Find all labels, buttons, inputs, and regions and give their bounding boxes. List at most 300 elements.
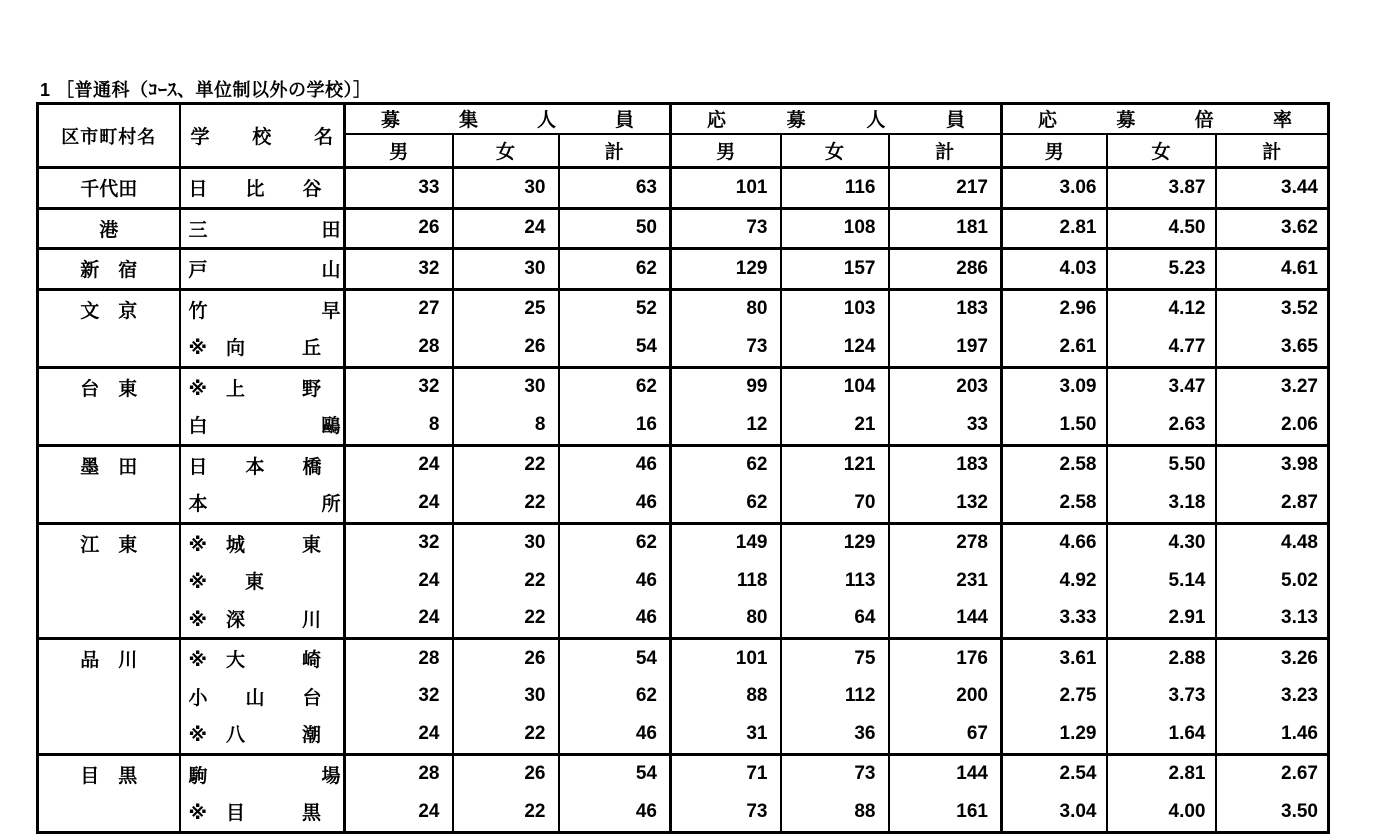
ratio-total-value: 3.50: [1281, 800, 1318, 822]
ratio-female-cell: [1107, 445, 1216, 523]
ratio-female-value: 5.14: [1168, 569, 1206, 591]
applicants-female-value: 116: [844, 176, 876, 198]
recruit-female-cell: [453, 754, 559, 832]
applicants-male-value: 88: [746, 685, 768, 707]
ratio-male-value: 4.03: [1059, 257, 1097, 279]
applicants-male-cell: [671, 445, 781, 523]
applicants-female-value: 157: [843, 257, 876, 279]
recruit-male-value: 8: [428, 413, 440, 435]
applicants-male-value: 73: [746, 335, 768, 357]
school-name: 本 所: [188, 494, 341, 516]
ratio-total-header: 計: [1216, 134, 1329, 168]
ward-name-cell: [38, 208, 180, 249]
recruit-total-value: 52: [635, 298, 657, 320]
applicants-total-cell: [889, 523, 1002, 639]
ratio-total-value: 3.65: [1281, 335, 1318, 357]
ward-name: 港: [99, 219, 119, 241]
recruit-male-value: 24: [418, 800, 440, 822]
recruit-total-value: 54: [635, 647, 657, 669]
applicants-total-value: 67: [966, 722, 988, 744]
ward-group-row: [38, 168, 1329, 209]
applicants-total-value: 176: [956, 647, 988, 669]
recruit-female-value: 30: [524, 685, 546, 707]
recruit-female-value: 22: [524, 607, 546, 629]
applicants-total-value: 231: [956, 569, 988, 591]
ratio-male-cell: [1002, 168, 1107, 209]
recruit-male-cell: [345, 639, 453, 755]
recruit-total-cell: [559, 168, 671, 209]
recruit-total-cell: [559, 367, 671, 445]
applicants-total-cell: [889, 367, 1002, 445]
ratio-total-value: 2.67: [1281, 763, 1318, 785]
ratio-total-value: 2.87: [1281, 491, 1318, 513]
applicants-total-value: 33: [966, 413, 988, 435]
ward-group-row: [38, 639, 1329, 755]
recruit-female-header: 女: [453, 134, 559, 168]
ratio-female-value: 2.81: [1168, 763, 1206, 785]
school-names-cell: [180, 523, 345, 639]
ratio-female-value: 1.64: [1168, 722, 1206, 744]
ratio-total-value: 5.02: [1281, 569, 1318, 591]
applicants-total-value: 161: [956, 800, 988, 822]
applicants-female-cell: [781, 168, 889, 209]
ratio-male-value: 2.58: [1059, 491, 1097, 513]
school-name: 竹 早: [188, 300, 341, 322]
applicants-total-cell: [889, 754, 1002, 832]
school-name: ※ 城 東: [188, 534, 321, 556]
applicants-female-value: 36: [854, 722, 876, 744]
applicants-group-header: 応 募 人 員: [671, 104, 1002, 134]
ratio-total-value: 4.61: [1281, 257, 1318, 279]
ward-group-row: [38, 754, 1329, 832]
ratio-total-value: 3.44: [1281, 176, 1318, 198]
ratio-male-value: 3.04: [1059, 800, 1097, 822]
ratio-total-value: 2.06: [1281, 413, 1318, 435]
applicants-male-value: 73: [746, 217, 768, 239]
applicants-female-cell: [781, 249, 889, 290]
ratio-male-value: 3.09: [1059, 376, 1097, 398]
school-name: ※ 大 崎: [188, 650, 321, 672]
recruit-male-value: 32: [418, 257, 440, 279]
recruit-total-value: 62: [635, 685, 657, 707]
recruit-male-cell: [345, 445, 453, 523]
ratio-female-cell: [1107, 754, 1216, 832]
ratio-female-value: 4.50: [1168, 217, 1206, 239]
recruit-total-value: 16: [635, 413, 657, 435]
recruit-total-value: 62: [635, 257, 657, 279]
recruit-female-value: 22: [524, 491, 546, 513]
applicants-female-value: 121: [843, 454, 876, 476]
recruit-total-value: 62: [635, 532, 657, 554]
ward-group-row: [38, 208, 1329, 249]
ratio-female-value: 4.00: [1168, 800, 1206, 822]
applicants-male-cell: [671, 367, 781, 445]
recruit-male-value: 32: [418, 685, 440, 707]
applicants-female-value: 112: [844, 685, 876, 707]
recruit-female-value: 22: [524, 800, 546, 822]
ratio-male-value: 3.33: [1059, 607, 1097, 629]
applicants-male-cell: [671, 754, 781, 832]
ratio-group-header: 応 募 倍 率: [1002, 104, 1329, 134]
ratio-female-value: 5.23: [1168, 257, 1206, 279]
recruit-male-cell: [345, 754, 453, 832]
recruit-female-value: 30: [524, 532, 546, 554]
school-names-cell: [180, 168, 345, 209]
recruit-female-value: 26: [524, 763, 546, 785]
applicants-female-value: 73: [854, 763, 876, 785]
recruit-total-cell: [559, 249, 671, 290]
school-name: 駒 場: [188, 765, 341, 787]
recruit-male-value: 32: [418, 532, 440, 554]
ward-name-cell: [38, 523, 180, 639]
ward-group-row: [38, 367, 1329, 445]
applicants-total-value: 183: [956, 454, 988, 476]
ward-group-row: [38, 445, 1329, 523]
recruit-male-header: 男: [345, 134, 453, 168]
applicants-female-cell: [781, 639, 889, 755]
school-names-cell: [180, 249, 345, 290]
applicants-male-cell: [671, 168, 781, 209]
admissions-table: [36, 102, 1330, 834]
recruit-total-value: 46: [635, 800, 657, 822]
recruit-total-value: 63: [635, 176, 657, 198]
school-names-cell: [180, 208, 345, 249]
recruit-male-cell: [345, 208, 453, 249]
recruit-total-value: 46: [635, 607, 657, 629]
school-name: 小 山 台: [188, 687, 322, 709]
school-name: ※ 目 黒: [188, 803, 321, 825]
applicants-total-cell: [889, 289, 1002, 367]
recruit-female-value: 24: [524, 217, 546, 239]
applicants-total-cell: [889, 249, 1002, 290]
recruit-female-value: 22: [524, 722, 546, 744]
recruit-total-value: 54: [635, 763, 657, 785]
applicants-male-cell: [671, 289, 781, 367]
ratio-male-cell: [1002, 445, 1107, 523]
applicants-male-cell: [671, 208, 781, 249]
applicants-female-value: 129: [843, 532, 876, 554]
recruit-male-cell: [345, 523, 453, 639]
recruit-male-value: 27: [418, 298, 440, 320]
applicants-female-cell: [781, 208, 889, 249]
school-name: ※ 深 川: [188, 609, 321, 631]
ratio-male-value: 2.54: [1059, 763, 1097, 785]
ward-name: 台 東: [80, 378, 138, 400]
ward-name-cell: [38, 754, 180, 832]
ward-name: 新 宿: [80, 260, 138, 282]
ratio-male-value: 3.61: [1059, 647, 1097, 669]
recruit-total-value: 50: [635, 217, 657, 239]
recruit-male-value: 32: [418, 376, 440, 398]
recruit-female-cell: [453, 208, 559, 249]
ratio-total-value: 3.62: [1281, 217, 1318, 239]
recruit-male-cell: [345, 289, 453, 367]
school-column-header: 学 校 名: [180, 104, 345, 168]
school-names-cell: [180, 754, 345, 832]
recruit-male-value: 24: [418, 722, 440, 744]
ratio-total-value: 3.52: [1281, 298, 1318, 320]
recruit-male-cell: [345, 249, 453, 290]
ratio-female-value: 3.18: [1168, 491, 1206, 513]
recruit-total-value: 54: [635, 335, 657, 357]
recruit-male-value: 28: [418, 335, 440, 357]
ratio-female-value: 3.73: [1168, 685, 1206, 707]
recruit-total-cell: [559, 523, 671, 639]
applicants-total-value: 203: [956, 376, 988, 398]
ratio-female-value: 4.30: [1168, 532, 1206, 554]
ward-name: 品 川: [80, 650, 138, 672]
recruit-female-value: 26: [524, 647, 546, 669]
ward-name: 墨 田: [80, 456, 138, 478]
ratio-male-value: 2.61: [1059, 335, 1097, 357]
recruit-female-value: 25: [524, 298, 546, 320]
applicants-female-cell: [781, 445, 889, 523]
ratio-total-cell: [1216, 249, 1329, 290]
group-header-row: [38, 104, 1329, 134]
recruit-total-header: 計: [559, 134, 671, 168]
recruit-male-value: 24: [418, 607, 440, 629]
ratio-female-value: 4.77: [1168, 335, 1206, 357]
school-names-cell: [180, 289, 345, 367]
applicants-male-cell: [671, 523, 781, 639]
recruit-group-header: 募 集 人 員: [345, 104, 671, 134]
ratio-total-cell: [1216, 523, 1329, 639]
applicants-female-cell: [781, 367, 889, 445]
school-name: ※ 八 潮: [188, 725, 321, 747]
applicants-male-value: 99: [746, 376, 768, 398]
ratio-female-header: 女: [1107, 134, 1216, 168]
school-name: 日 比 谷: [188, 179, 322, 201]
ratio-female-value: 2.91: [1168, 607, 1206, 629]
applicants-total-cell: [889, 445, 1002, 523]
recruit-female-value: 22: [524, 569, 546, 591]
applicants-total-value: 217: [956, 176, 988, 198]
ratio-male-value: 3.06: [1059, 176, 1097, 198]
recruit-female-value: 22: [524, 454, 546, 476]
recruit-female-cell: [453, 367, 559, 445]
applicants-female-value: 21: [854, 413, 876, 435]
applicants-total-value: 132: [956, 491, 988, 513]
school-names-cell: [180, 367, 345, 445]
applicants-female-value: 108: [843, 217, 876, 239]
recruit-total-cell: [559, 208, 671, 249]
ratio-male-cell: [1002, 289, 1107, 367]
applicants-total-value: 181: [956, 217, 988, 239]
recruit-male-value: 28: [418, 647, 440, 669]
applicants-total-cell: [889, 208, 1002, 249]
ratio-total-cell: [1216, 754, 1329, 832]
applicants-female-value: 64: [854, 607, 876, 629]
ratio-male-value: 2.96: [1059, 298, 1097, 320]
ratio-male-value: 2.81: [1059, 217, 1097, 239]
applicants-female-value: 104: [843, 376, 876, 398]
applicants-male-cell: [671, 249, 781, 290]
ratio-female-cell: [1107, 523, 1216, 639]
recruit-female-cell: [453, 168, 559, 209]
applicants-male-value: 73: [746, 800, 768, 822]
recruit-total-value: 62: [635, 376, 657, 398]
ratio-male-value: 4.66: [1059, 532, 1097, 554]
recruit-male-value: 28: [418, 763, 440, 785]
ratio-female-cell: [1107, 168, 1216, 209]
ratio-male-value: 1.29: [1059, 722, 1097, 744]
recruit-total-cell: [559, 445, 671, 523]
ratio-total-value: 4.48: [1281, 532, 1318, 554]
table-body: [38, 168, 1329, 833]
school-name: 三 田: [188, 219, 341, 241]
school-name: 日 本 橋: [188, 456, 322, 478]
recruit-total-cell: [559, 639, 671, 755]
ratio-total-cell: [1216, 168, 1329, 209]
applicants-female-value: 124: [843, 335, 876, 357]
ward-name: 目 黒: [80, 765, 138, 787]
ward-name: 文 京: [80, 300, 138, 322]
recruit-female-cell: [453, 639, 559, 755]
ratio-total-value: 1.46: [1281, 722, 1318, 744]
ward-name-cell: [38, 445, 180, 523]
applicants-male-header: 男: [671, 134, 781, 168]
ward-group-row: [38, 523, 1329, 639]
applicants-male-value: 149: [735, 532, 768, 554]
recruit-total-value: 46: [635, 454, 657, 476]
recruit-male-value: 24: [418, 569, 440, 591]
applicants-male-value: 12: [746, 413, 768, 435]
ward-name-cell: [38, 249, 180, 290]
recruit-female-cell: [453, 445, 559, 523]
recruit-total-value: 46: [635, 491, 657, 513]
applicants-female-value: 103: [843, 298, 876, 320]
applicants-total-value: 286: [956, 257, 988, 279]
ratio-total-value: 3.23: [1281, 685, 1318, 707]
applicants-male-value: 101: [735, 176, 768, 198]
ratio-total-value: 3.98: [1281, 454, 1318, 476]
applicants-total-cell: [889, 168, 1002, 209]
applicants-male-value: 31: [746, 722, 768, 744]
school-name: ※ 向 丘: [188, 338, 321, 360]
applicants-total-value: 197: [956, 335, 988, 357]
ratio-female-cell: [1107, 208, 1216, 249]
recruit-male-value: 26: [418, 217, 440, 239]
applicants-female-value: 113: [844, 569, 876, 591]
ratio-total-cell: [1216, 367, 1329, 445]
applicants-female-cell: [781, 289, 889, 367]
school-names-cell: [180, 639, 345, 755]
applicants-total-value: 144: [956, 607, 988, 629]
ratio-total-value: 3.27: [1281, 376, 1318, 398]
recruit-male-value: 24: [418, 491, 440, 513]
ratio-male-value: 4.92: [1059, 569, 1097, 591]
ratio-male-cell: [1002, 639, 1107, 755]
applicants-male-cell: [671, 639, 781, 755]
recruit-total-value: 46: [635, 722, 657, 744]
school-name: ※ 上 野: [188, 378, 321, 400]
applicants-total-value: 144: [956, 763, 988, 785]
recruit-female-value: 26: [524, 335, 546, 357]
ratio-male-value: 2.75: [1059, 685, 1097, 707]
applicants-male-value: 80: [746, 607, 768, 629]
recruit-male-value: 24: [418, 454, 440, 476]
ward-name: 千代田: [80, 179, 138, 201]
recruit-male-value: 33: [418, 176, 440, 198]
recruit-total-cell: [559, 754, 671, 832]
ward-name-cell: [38, 367, 180, 445]
ratio-male-cell: [1002, 754, 1107, 832]
ratio-male-cell: [1002, 249, 1107, 290]
ratio-female-cell: [1107, 249, 1216, 290]
page-title: 1 ［普通科（ｺｰｽ、単位制以外の学校）］: [40, 80, 372, 100]
ratio-total-value: 3.26: [1281, 647, 1318, 669]
applicants-total-cell: [889, 639, 1002, 755]
ratio-male-cell: [1002, 367, 1107, 445]
ratio-female-value: 5.50: [1168, 454, 1206, 476]
ward-group-row: [38, 289, 1329, 367]
applicants-male-value: 62: [746, 454, 768, 476]
table-header: [38, 104, 1329, 168]
ratio-female-cell: [1107, 639, 1216, 755]
recruit-female-cell: [453, 523, 559, 639]
ratio-total-cell: [1216, 639, 1329, 755]
ratio-female-cell: [1107, 289, 1216, 367]
ratio-female-cell: [1107, 367, 1216, 445]
ratio-female-value: 3.47: [1168, 376, 1206, 398]
ratio-male-header: 男: [1002, 134, 1107, 168]
applicants-female-value: 70: [854, 491, 876, 513]
recruit-female-value: 8: [534, 413, 546, 435]
school-names-cell: [180, 445, 345, 523]
ratio-total-cell: [1216, 289, 1329, 367]
ratio-male-value: 2.58: [1059, 454, 1097, 476]
school-name: ※ 東: [188, 572, 264, 594]
school-name: 白 鷗: [188, 416, 341, 438]
applicants-male-value: 62: [746, 491, 768, 513]
ratio-total-value: 3.13: [1281, 607, 1318, 629]
applicants-male-value: 80: [746, 298, 768, 320]
ward-name-cell: [38, 639, 180, 755]
recruit-total-cell: [559, 289, 671, 367]
recruit-total-value: 46: [635, 569, 657, 591]
applicants-total-value: 200: [956, 685, 988, 707]
recruit-male-cell: [345, 367, 453, 445]
applicants-male-value: 118: [736, 569, 768, 591]
applicants-female-value: 75: [854, 647, 876, 669]
school-name: 戸 山: [188, 260, 341, 282]
recruit-female-cell: [453, 249, 559, 290]
applicants-total-header: 計: [889, 134, 1002, 168]
recruit-female-value: 30: [524, 376, 546, 398]
ratio-total-cell: [1216, 445, 1329, 523]
applicants-female-cell: [781, 523, 889, 639]
applicants-female-cell: [781, 754, 889, 832]
ratio-total-cell: [1216, 208, 1329, 249]
ward-name: 江 東: [80, 534, 138, 556]
applicants-male-value: 129: [735, 257, 768, 279]
ratio-female-value: 3.87: [1168, 176, 1206, 198]
recruit-female-value: 30: [524, 176, 546, 198]
applicants-female-value: 88: [854, 800, 876, 822]
applicants-male-value: 101: [735, 647, 768, 669]
applicants-male-value: 71: [746, 763, 768, 785]
ratio-male-cell: [1002, 523, 1107, 639]
ward-name-cell: [38, 168, 180, 209]
recruit-male-cell: [345, 168, 453, 209]
ratio-female-value: 2.88: [1168, 647, 1206, 669]
ratio-male-cell: [1002, 208, 1107, 249]
recruit-female-value: 30: [524, 257, 546, 279]
ratio-female-value: 2.63: [1168, 413, 1206, 435]
ward-group-row: [38, 249, 1329, 290]
applicants-total-value: 183: [956, 298, 988, 320]
ratio-female-value: 4.12: [1168, 298, 1206, 320]
